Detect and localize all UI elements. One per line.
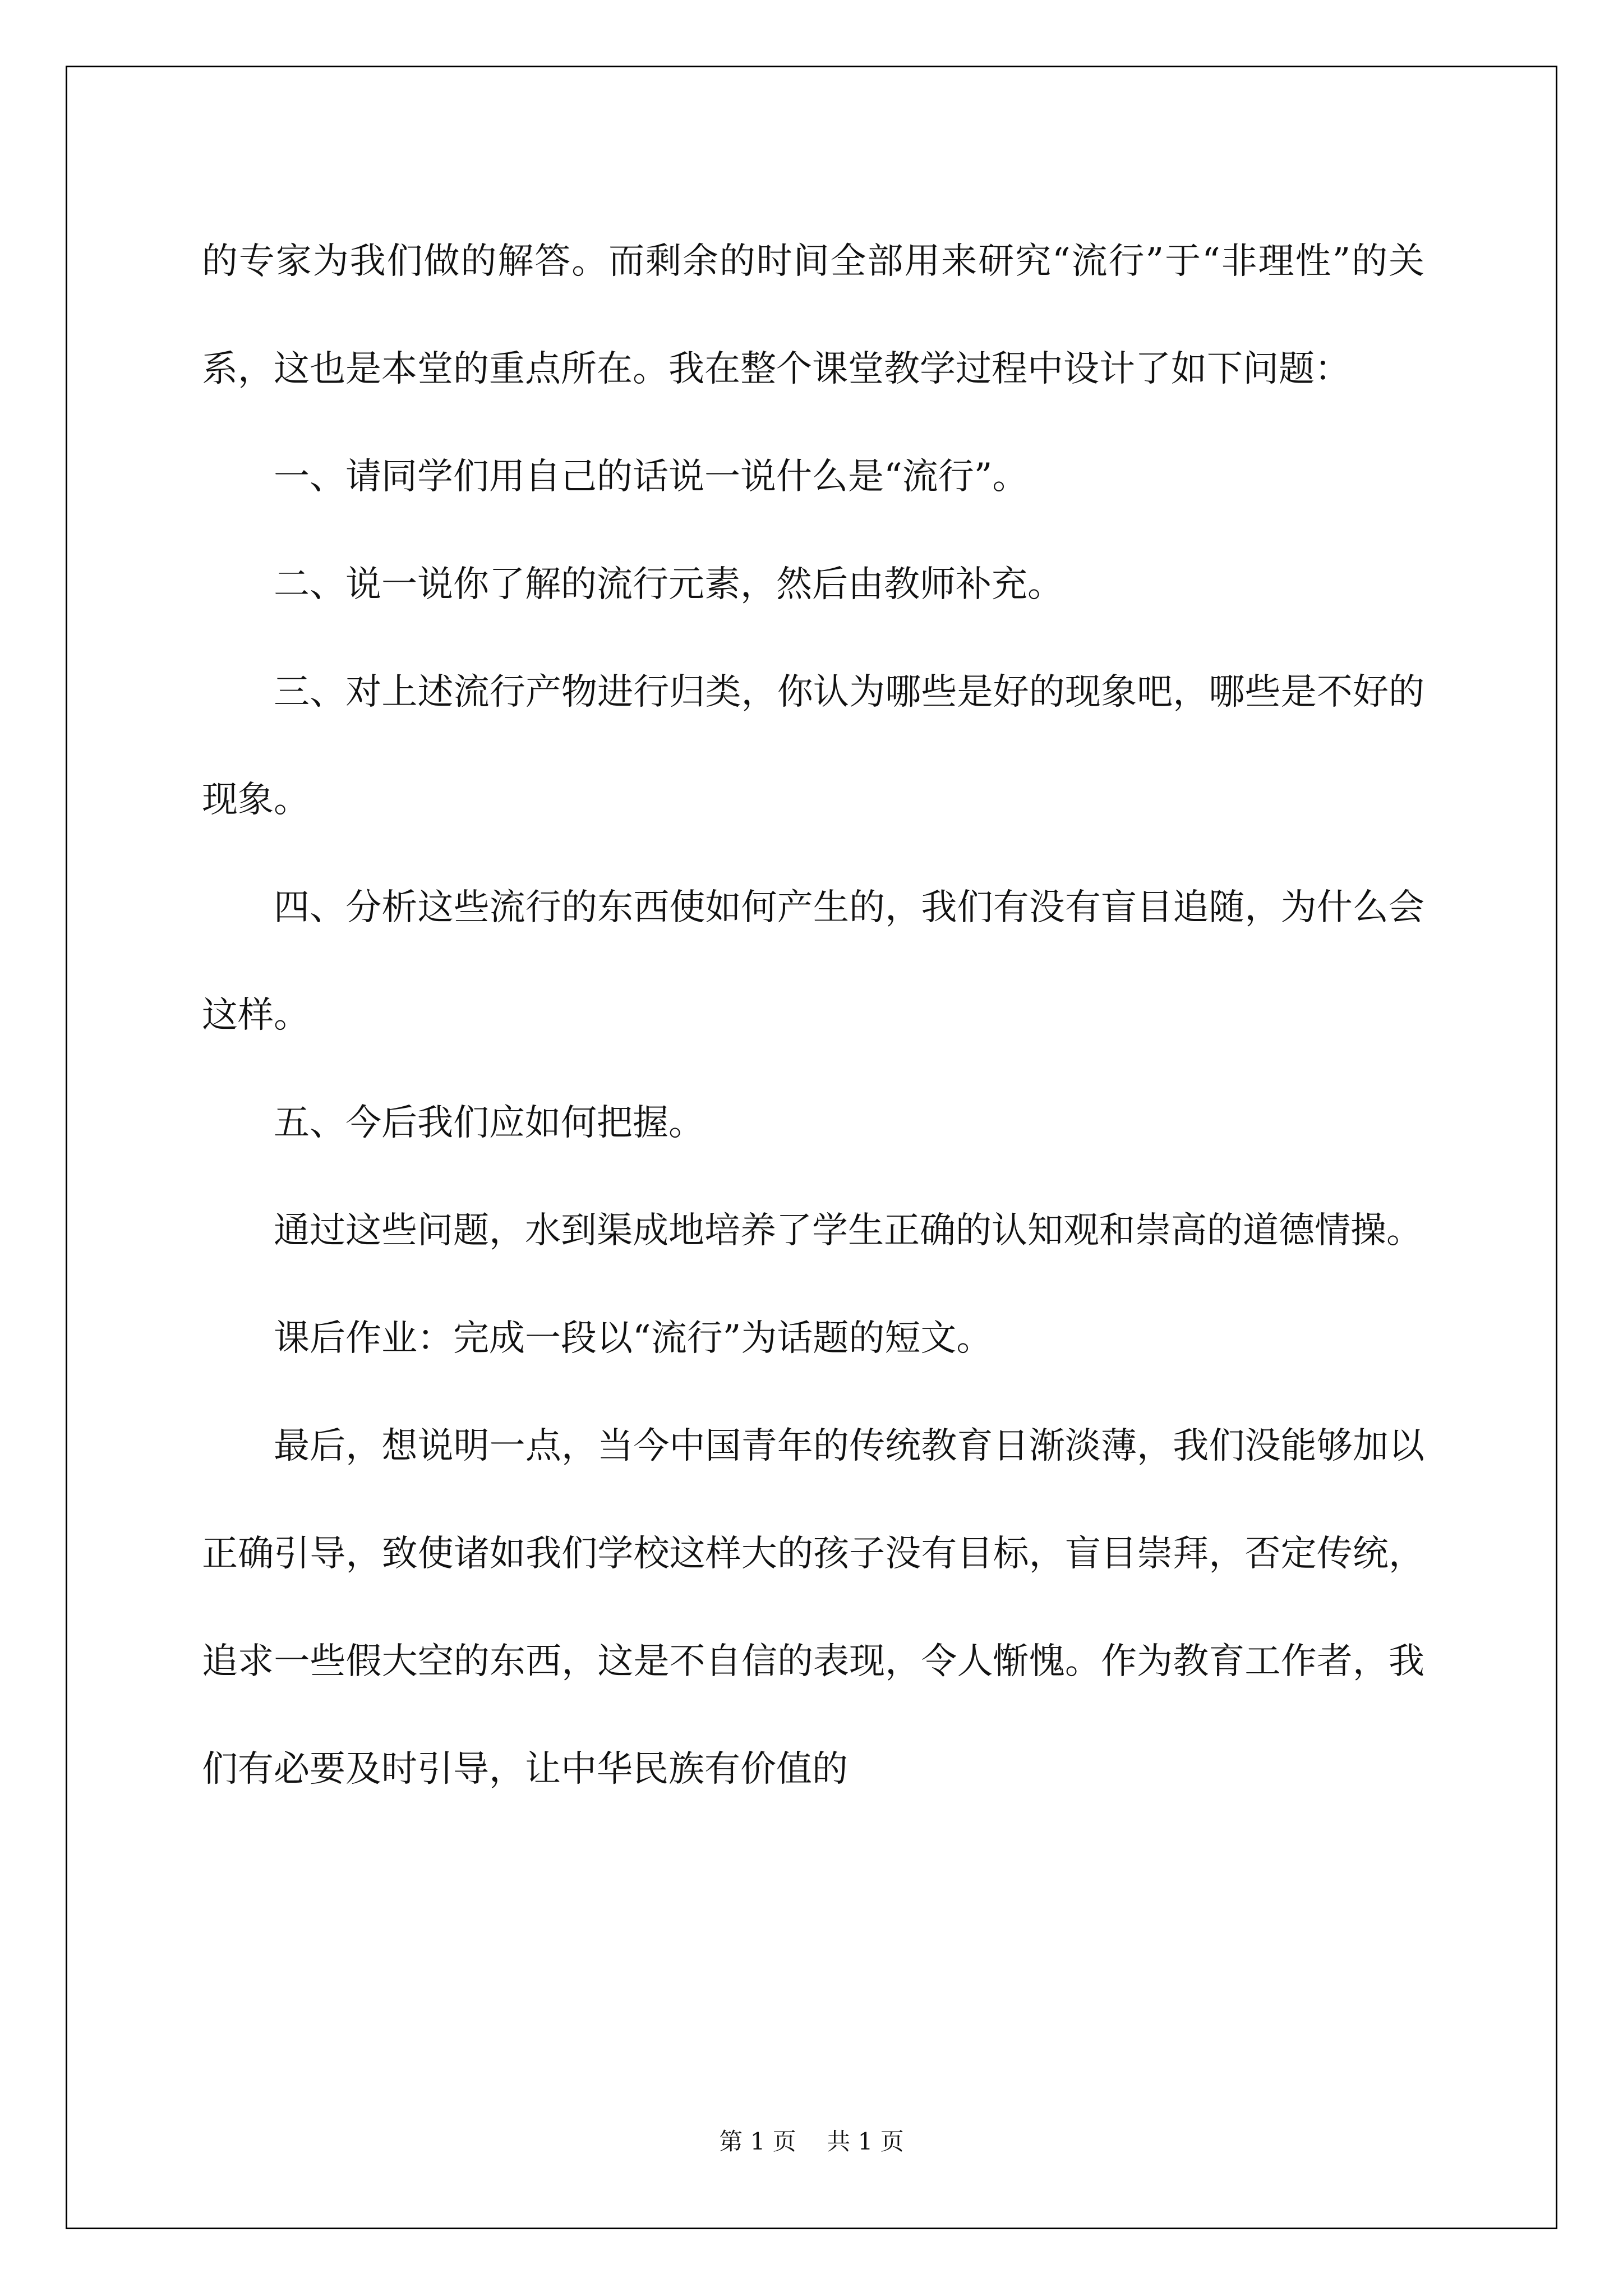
paragraph-question-1: 一、请同学们用自己的话说一说什么是“流行”。 xyxy=(274,456,1029,498)
paragraph-continuation: 的专家为我们做的解答。而剩余的时间全部用来研究“流行”于“非理性”的关系，这也是本堂的重点所在。我在整个课堂教学过程中设计了如下问题： xyxy=(202,241,1424,390)
paragraph-conclusion: 最后，想说明一点，当今中国青年的传统教育日渐淡薄，我们没能够加以正确引导，致使诸如我们学校这样大的孩子没有目标，盲目崇拜，否定传统，追求一些假大空的东西，这是不自信的表现，令人惭愧。作为教育工作者，我们有必要及时引导，让中华民族有价值的 xyxy=(202,1425,1424,1790)
paragraph-question-4: 四、分析这些流行的东西使如何产生的，我们有没有盲目追随，为什么会这样。 xyxy=(202,887,1424,1036)
paragraph-homework: 课后作业：完成一段以“流行”为话题的短文。 xyxy=(274,1318,993,1359)
paragraph-question-2: 二、说一说你了解的流行元素，然后由教师补充。 xyxy=(274,564,1063,605)
paragraph-summary: 通过这些问题，水到渠成地培养了学生正确的认知观和崇高的道德情操。 xyxy=(274,1210,1422,1251)
page-number-total: 共 1 页 xyxy=(827,2128,904,2155)
paragraph-question-3: 三、对上述流行产物进行归类，你认为哪些是好的现象吧，哪些是不好的现象。 xyxy=(202,671,1424,821)
document-body xyxy=(202,208,1424,1823)
paragraph-question-5: 五、今后我们应如何把握。 xyxy=(274,1102,704,1144)
page-number-current: 第 1 页 xyxy=(719,2128,796,2155)
page-footer xyxy=(0,2123,1623,2157)
